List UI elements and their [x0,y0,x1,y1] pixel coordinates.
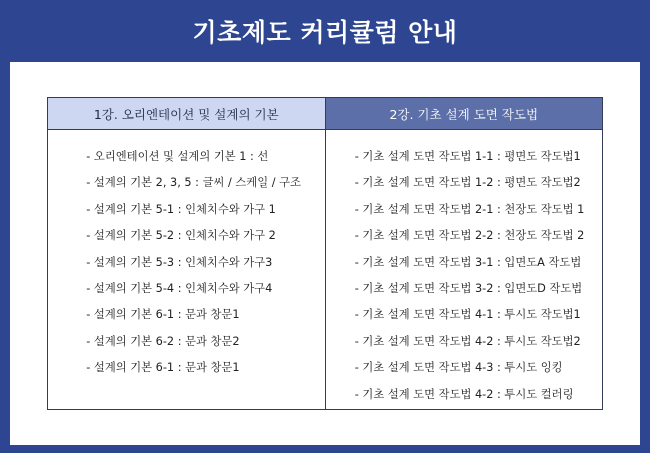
list-item: - 설계의 기본 6-1 : 문과 창문1 [86,308,240,322]
lesson-1-list [48,130,325,382]
lesson-2-column [326,98,603,409]
list-item: - 설계의 기본 5-3 : 인체치수와 가구3 [86,255,273,269]
lesson-1-column [48,98,326,409]
list-item: - 기초 설계 도면 작도법 3-2 : 입면도D 작도법 [354,281,583,295]
list-item: - 기초 설계 도면 작도법 2-2 : 천장도 작도법 2 [354,229,585,243]
list-item: - 설계의 기본 6-2 : 문과 창문2 [86,334,240,348]
lesson-1-heading: 1강. 오리엔테이션 및 설계의 기본 [48,98,325,130]
list-item: - 기초 설계 도면 작도법 1-2 : 평면도 작도법2 [354,176,581,190]
list-item: - 기초 설계 도면 작도법 4-1 : 투시도 작도법1 [354,308,581,322]
list-item: - 기초 설계 도면 작도법 3-1 : 입면도A 작도법 [354,255,582,269]
curriculum-table [47,97,603,410]
list-item: - 기초 설계 도면 작도법 4-2 : 투시도 컬러링 [354,387,574,401]
list-item: - 설계의 기본 5-2 : 인체치수와 가구 2 [86,229,276,243]
list-item: - 기초 설계 도면 작도법 4-3 : 투시도 잉킹 [354,361,563,375]
list-item: - 설계의 기본 5-1 : 인체치수와 가구 1 [86,202,276,216]
list-item: - 설계의 기본 5-4 : 인체치수와 가구4 [86,281,273,295]
list-item: - 설계의 기본 2, 3, 5 : 글씨 / 스케일 / 구조 [86,176,301,190]
list-item: - 오리엔테이션 및 설계의 기본 1 : 선 [86,150,269,163]
lesson-2-heading: 2강. 기초 설계 도면 작도법 [326,98,603,130]
list-item: - 설계의 기본 6-1 : 문과 창문1 [86,361,240,375]
list-item: - 기초 설계 도면 작도법 2-1 : 천장도 작도법 1 [354,202,585,216]
title-banner [10,0,640,62]
list-item: - 기초 설계 도면 작도법 1-1 : 평면도 작도법1 [354,150,581,163]
lesson-2-list [326,130,603,408]
page-title: 기초제도 커리큘럼 안내 [192,18,458,47]
list-item: - 기초 설계 도면 작도법 4-2 : 투시도 작도법2 [354,334,581,348]
content-panel [10,62,640,445]
